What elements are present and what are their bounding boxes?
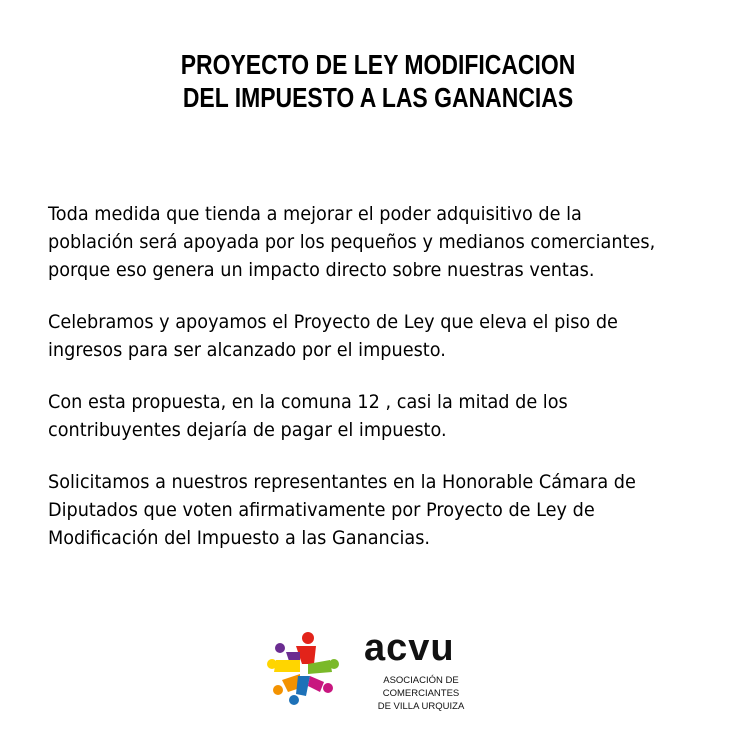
title-line-1: PROYECTO DE LEY MODIFICACION — [180, 49, 576, 80]
paragraph-line: población será apoyada por los pequeños y medianos comerciantes, — [48, 231, 656, 253]
paragraph-line: Diputados que voten afirmativamente por Proyecto de Ley de — [48, 499, 595, 521]
paragraph-line: Toda medida que tienda a mejorar el poder adquisitivo de la — [48, 203, 582, 225]
acvu-logo — [266, 627, 496, 712]
paragraph-2 — [48, 308, 680, 364]
paragraph-line: Modificación del Impuesto a las Ganancias. — [48, 527, 431, 549]
title-line-2: DEL IMPUESTO A LAS GANANCIAS — [182, 82, 574, 113]
paragraph-line: Solicitamos a nuestros representantes en la Honorable Cámara de — [48, 471, 636, 493]
paragraph-1 — [48, 200, 680, 284]
paragraph-line: contribuyentes dejaría de pagar el impuesto. — [48, 419, 447, 441]
paragraph-4 — [48, 468, 680, 552]
logo-subtitle-line: DE VILLA URQUIZA — [377, 701, 465, 712]
paragraph-3 — [48, 388, 680, 444]
colorful-people-cross-icon — [266, 630, 342, 706]
logo-subtitle-line: ASOCIACIÓN DE COMERCIANTES — [382, 675, 460, 699]
logo-name: acvu — [364, 627, 455, 669]
logo-subtitle — [352, 674, 490, 713]
paragraph-line: Celebramos y apoyamos el Proyecto de Ley que eleva el piso de — [48, 311, 618, 333]
paragraph-line: Con esta propuesta, en la comuna 12 , casi la mitad de los — [48, 391, 568, 413]
document-title — [68, 48, 688, 114]
document-body — [48, 200, 728, 576]
paragraph-line: porque eso genera un impacto directo sobre nuestras ventas. — [48, 259, 595, 281]
paragraph-line: ingresos para ser alcanzado por el impuesto. — [48, 339, 446, 361]
